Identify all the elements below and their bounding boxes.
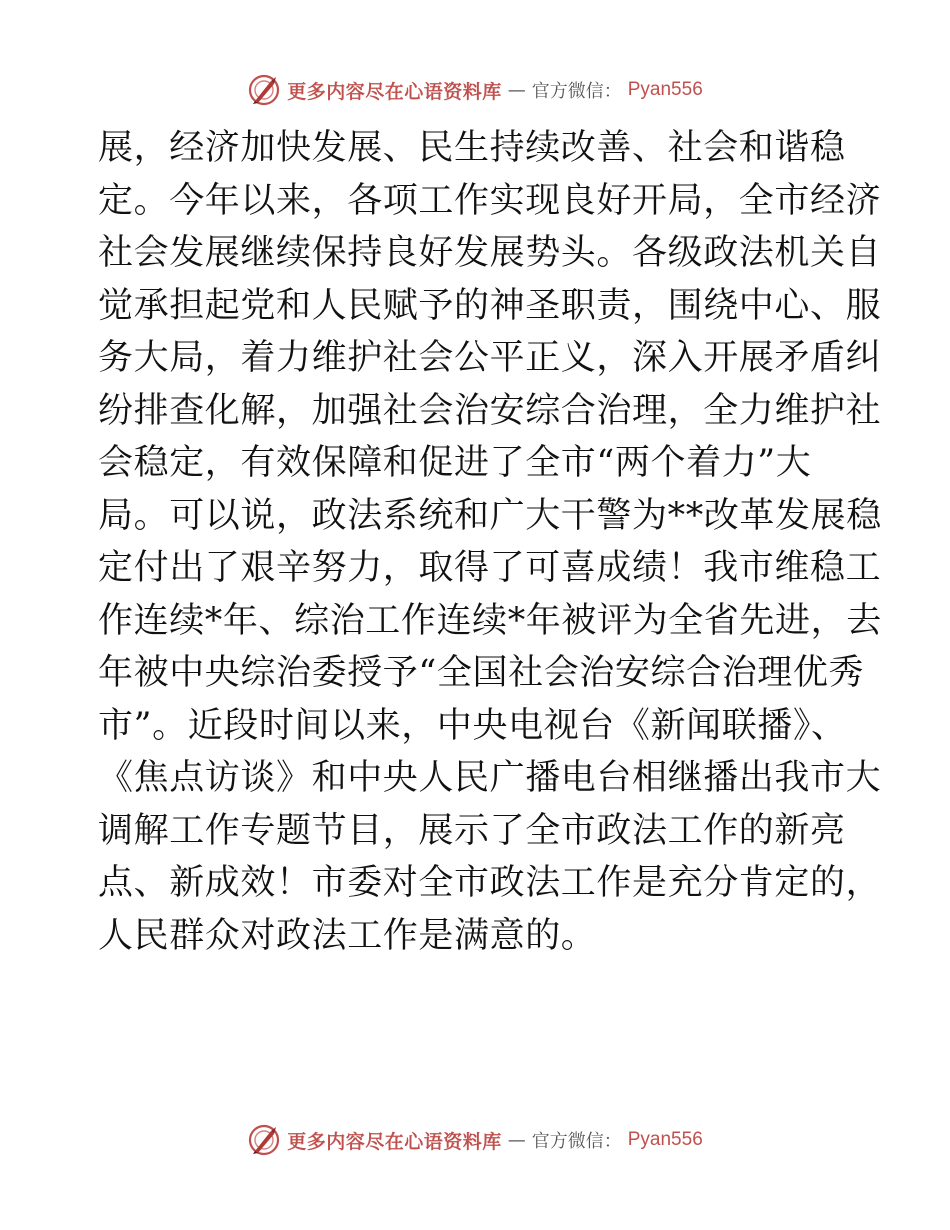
header-banner	[0, 70, 950, 110]
text-line: 社会发展继续保持良好发展势头。各级政法机关自	[98, 233, 882, 273]
text-line: 人民群众对政法工作是满意的。	[98, 915, 597, 956]
text-line: 会稳定，有效保障和促进了全市“两个着力”大	[98, 443, 812, 483]
text-line: 务大局，着力维护社会公平正义，深入开展矛盾纠	[98, 338, 882, 378]
banner-dash: —	[507, 79, 526, 101]
wechat-id: Pyan556	[627, 1129, 703, 1150]
text-line: 局。可以说，政法系统和广大干警为**改革发展稳	[98, 495, 882, 536]
text-line: 纷排查化解，加强社会治安综合治理，全力维护社	[98, 390, 882, 431]
text-line: 年被中央综治委授予“全国社会治安综合治理优秀	[98, 653, 865, 693]
text-line: 点、新成效！市委对全市政法工作是充分肯定的，	[98, 863, 882, 903]
text-line: 调解工作专题节目，展示了全市政法工作的新亮	[98, 810, 846, 851]
text-line: 定。今年以来，各项工作实现良好开局，全市经济	[98, 180, 882, 221]
text-line: 《焦点访谈》和中央人民广播电台相继播出我市大	[98, 758, 882, 798]
text-line: 市”。近段时间以来，中央电视台《新闻联播》、	[98, 705, 847, 746]
text-line: 展，经济加快发展、民生持续改善、社会和谐稳	[98, 128, 846, 168]
brand-text: 更多内容尽在心语资料库	[287, 80, 502, 103]
banner-dash: —	[507, 1129, 526, 1151]
text-line: 定付出了艰辛努力，取得了可喜成绩！我市维稳工	[98, 548, 882, 588]
text-line: 觉承担起党和人民赋予的神圣职责，围绕中心、服	[98, 285, 882, 326]
wechat-id: Pyan556	[627, 79, 703, 100]
wechat-label: 官方微信：	[531, 1131, 622, 1152]
quill-emblem-icon	[247, 73, 281, 107]
text-line: 作连续*年、综治工作连续*年被评为全省先进，去	[98, 600, 882, 641]
body-paragraph	[98, 122, 882, 962]
quill-emblem-icon	[247, 1123, 281, 1157]
wechat-label: 官方微信：	[531, 81, 622, 102]
brand-text: 更多内容尽在心语资料库	[287, 1130, 502, 1153]
footer-banner	[0, 1120, 950, 1160]
